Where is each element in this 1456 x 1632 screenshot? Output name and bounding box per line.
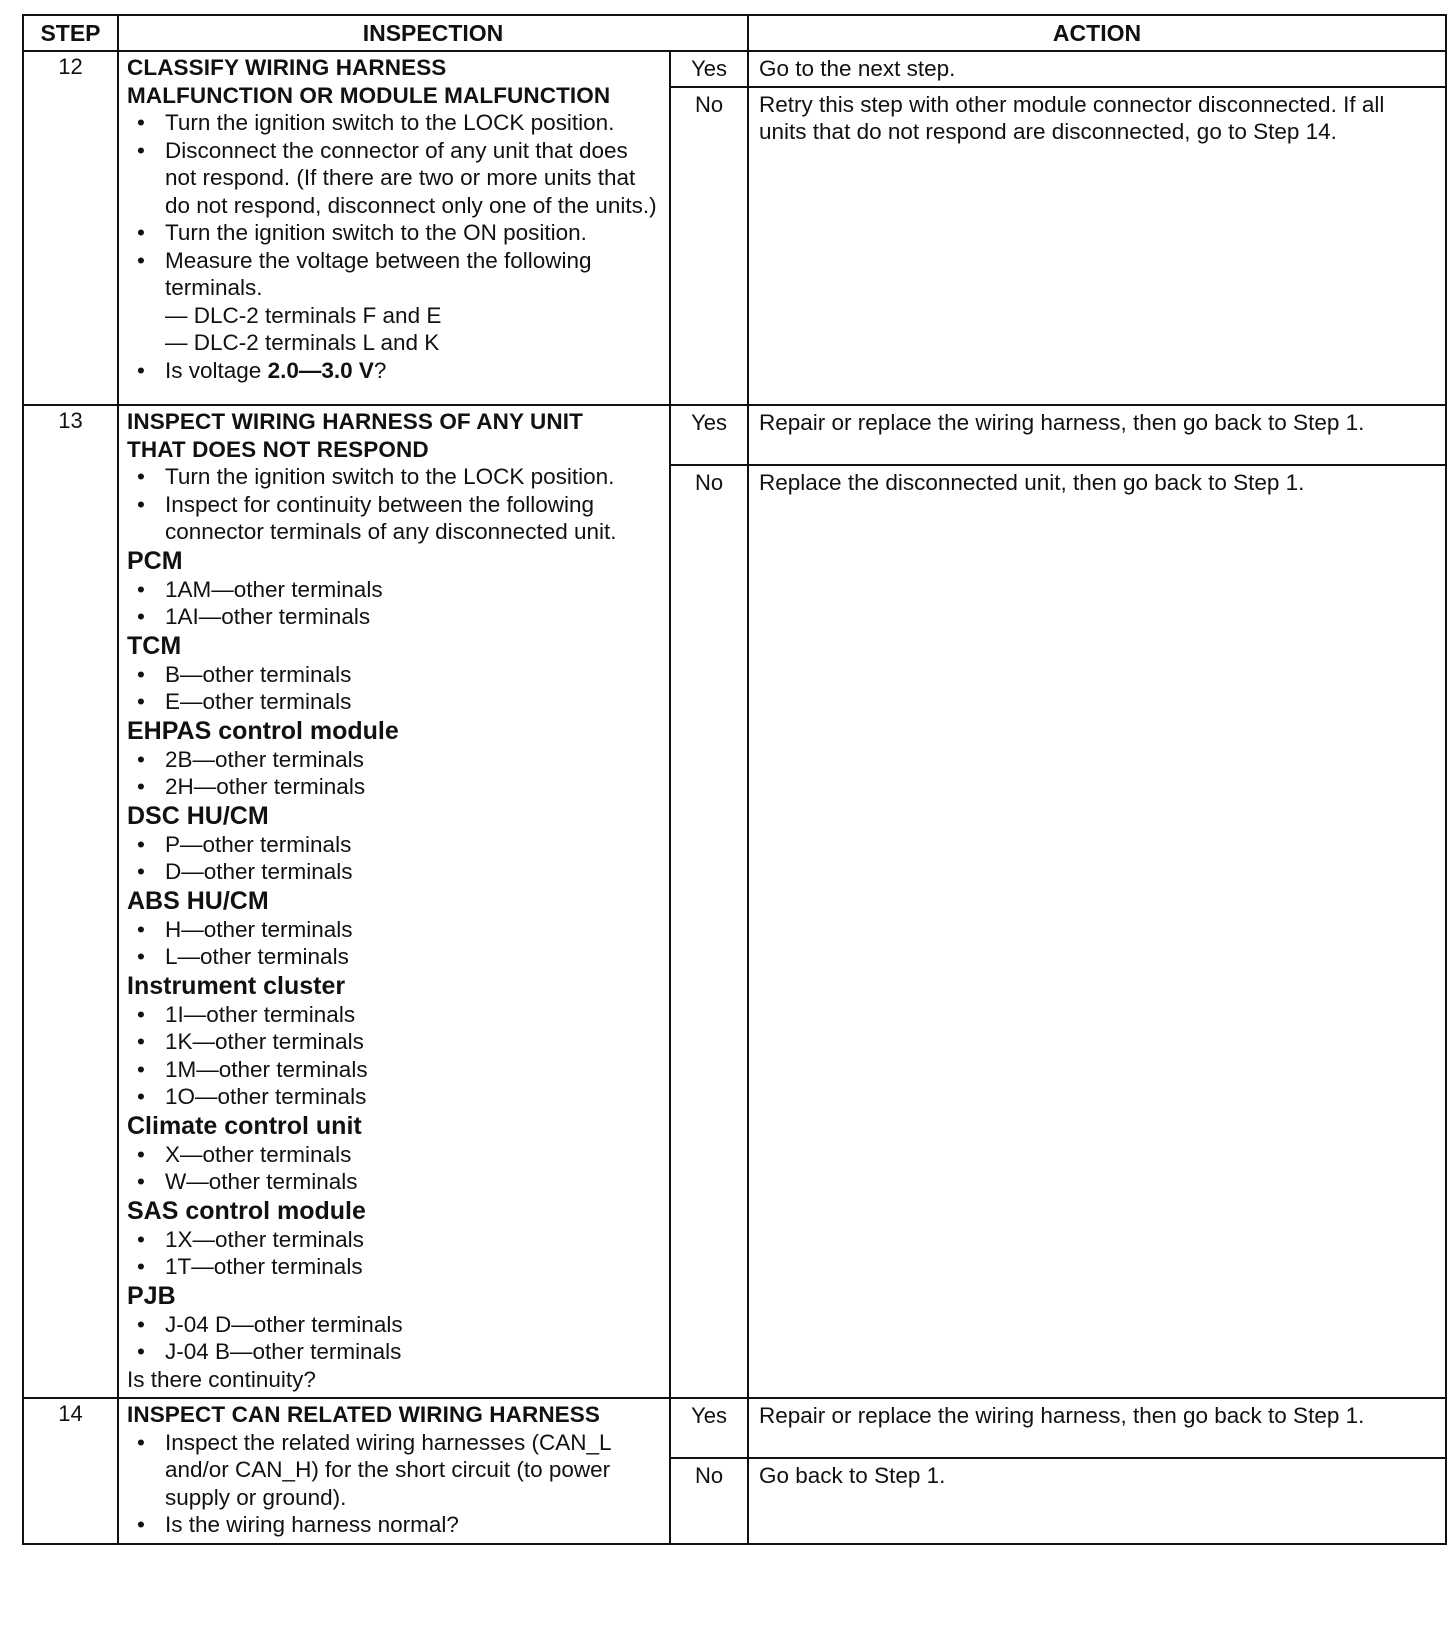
list-item: • 1X—other terminals bbox=[127, 1226, 663, 1254]
list-item: • 2B—other terminals bbox=[127, 746, 663, 774]
terminal-list bbox=[127, 576, 663, 631]
list-item: • B—other terminals bbox=[127, 661, 663, 689]
list-item: • Is the wiring harness normal? bbox=[127, 1511, 663, 1539]
step-number: 14 bbox=[23, 1398, 118, 1544]
list-item: • L—other terminals bbox=[127, 943, 663, 971]
list-item: • 1K—other terminals bbox=[127, 1028, 663, 1056]
list-item: • 2H—other terminals bbox=[127, 773, 663, 801]
list-item: • H—other terminals bbox=[127, 916, 663, 944]
yes-action: Repair or replace the wiring harness, then go back to Step 1. bbox=[748, 1398, 1446, 1458]
list-item: • E—other terminals bbox=[127, 688, 663, 716]
list-item: • Turn the ignition switch to the LOCK position. bbox=[127, 463, 663, 491]
unit-heading: Climate control unit bbox=[127, 1111, 362, 1140]
inspection-list bbox=[127, 109, 663, 302]
step-title: CLASSIFY WIRING HARNESS bbox=[127, 55, 447, 80]
step-title: MALFUNCTION OR MODULE MALFUNCTION bbox=[127, 82, 611, 108]
step-12-inspection bbox=[118, 51, 670, 405]
list-item: • W—other terminals bbox=[127, 1168, 663, 1196]
list-item: • Measure the voltage between the following terminals. bbox=[127, 247, 663, 302]
inspection-list bbox=[127, 463, 663, 546]
unit-heading: PCM bbox=[127, 546, 183, 575]
list-item: • Turn the ignition switch to the ON position. bbox=[127, 219, 663, 247]
no-label: No bbox=[670, 87, 748, 405]
step-number: 13 bbox=[23, 405, 118, 1398]
list-item: • P—other terminals bbox=[127, 831, 663, 859]
no-label: No bbox=[670, 465, 748, 1398]
action-header: ACTION bbox=[748, 15, 1446, 51]
terminal-list bbox=[127, 746, 663, 801]
step-title: INSPECT CAN RELATED WIRING HARNESS bbox=[127, 1402, 600, 1427]
no-action: Retry this step with other module connector disconnected. If all units that do not respond are disconnected, go to Step 14. bbox=[748, 87, 1446, 405]
yes-label: Yes bbox=[670, 405, 748, 465]
question-text: Is voltage bbox=[165, 357, 268, 383]
list-item: • J-04 D—other terminals bbox=[127, 1311, 663, 1339]
question-item bbox=[127, 357, 663, 385]
step-14-yes-row bbox=[23, 1398, 1446, 1458]
terminal-list bbox=[127, 1311, 663, 1366]
list-item: • 1AM—other terminals bbox=[127, 576, 663, 604]
list-item: • J-04 B—other terminals bbox=[127, 1338, 663, 1366]
unit-heading: Instrument cluster bbox=[127, 971, 346, 1000]
unit-heading: DSC HU/CM bbox=[127, 801, 269, 830]
yes-action: Repair or replace the wiring harness, then go back to Step 1. bbox=[748, 405, 1446, 465]
step-header: STEP bbox=[23, 15, 118, 51]
sub-item: — DLC-2 terminals L and K bbox=[165, 330, 440, 355]
inspection-header: INSPECTION bbox=[118, 15, 748, 51]
step-13-yes-row bbox=[23, 405, 1446, 465]
unit-heading: TCM bbox=[127, 631, 182, 660]
list-item: • X—other terminals bbox=[127, 1141, 663, 1169]
question-mark: ? bbox=[373, 357, 387, 383]
terminal-list bbox=[127, 1141, 663, 1196]
procedure-table bbox=[22, 14, 1447, 1545]
yes-label: Yes bbox=[670, 1398, 748, 1458]
step-title: THAT DOES NOT RESPOND bbox=[127, 436, 429, 462]
no-label: No bbox=[670, 1458, 748, 1544]
terminal-list bbox=[127, 831, 663, 886]
unit-heading: SAS control module bbox=[127, 1196, 366, 1225]
header-row bbox=[23, 15, 1446, 51]
step-14-inspection bbox=[118, 1398, 670, 1544]
list-item: • 1T—other terminals bbox=[127, 1253, 663, 1281]
list-item: • Inspect the related wiring harnesses (CAN_L and/or CAN_H) for the short circuit (to power supply or ground). bbox=[127, 1429, 663, 1512]
terminal-groups bbox=[127, 546, 663, 1366]
yes-label: Yes bbox=[670, 51, 748, 87]
terminal-list bbox=[127, 916, 663, 971]
terminal-list bbox=[127, 1226, 663, 1281]
list-item: • 1O—other terminals bbox=[127, 1083, 663, 1111]
list-item: • Inspect for continuity between the following connector terminals of any disconnected unit. bbox=[127, 491, 663, 546]
question-list bbox=[127, 357, 663, 385]
list-item: • D—other terminals bbox=[127, 858, 663, 886]
no-action: Replace the disconnected unit, then go back to Step 1. bbox=[748, 465, 1446, 1398]
list-item: • 1AI—other terminals bbox=[127, 603, 663, 631]
question-text: Is there continuity? bbox=[127, 1366, 316, 1392]
step-13-inspection bbox=[118, 405, 670, 1398]
unit-heading: ABS HU/CM bbox=[127, 886, 269, 915]
step-title: INSPECT WIRING HARNESS OF ANY UNIT bbox=[127, 409, 583, 434]
list-item: • Turn the ignition switch to the LOCK position. bbox=[127, 109, 663, 137]
sub-item: — DLC-2 terminals F and E bbox=[165, 302, 442, 328]
unit-heading: PJB bbox=[127, 1281, 176, 1310]
list-item: • 1I—other terminals bbox=[127, 1001, 663, 1029]
no-action: Go back to Step 1. bbox=[748, 1458, 1446, 1544]
terminal-list bbox=[127, 1001, 663, 1111]
list-item: • 1M—other terminals bbox=[127, 1056, 663, 1084]
voltage-value: 2.0—3.0 V bbox=[267, 357, 374, 383]
yes-action: Go to the next step. bbox=[748, 51, 1446, 87]
list-item: • Disconnect the connector of any unit that does not respond. (If there are two or more units that do not respond, disconnect only one of the units.) bbox=[127, 137, 663, 220]
terminal-list bbox=[127, 661, 663, 716]
step-12-yes-row bbox=[23, 51, 1446, 87]
inspection-list bbox=[127, 1429, 663, 1539]
unit-heading: EHPAS control module bbox=[127, 716, 399, 745]
step-number: 12 bbox=[23, 51, 118, 405]
